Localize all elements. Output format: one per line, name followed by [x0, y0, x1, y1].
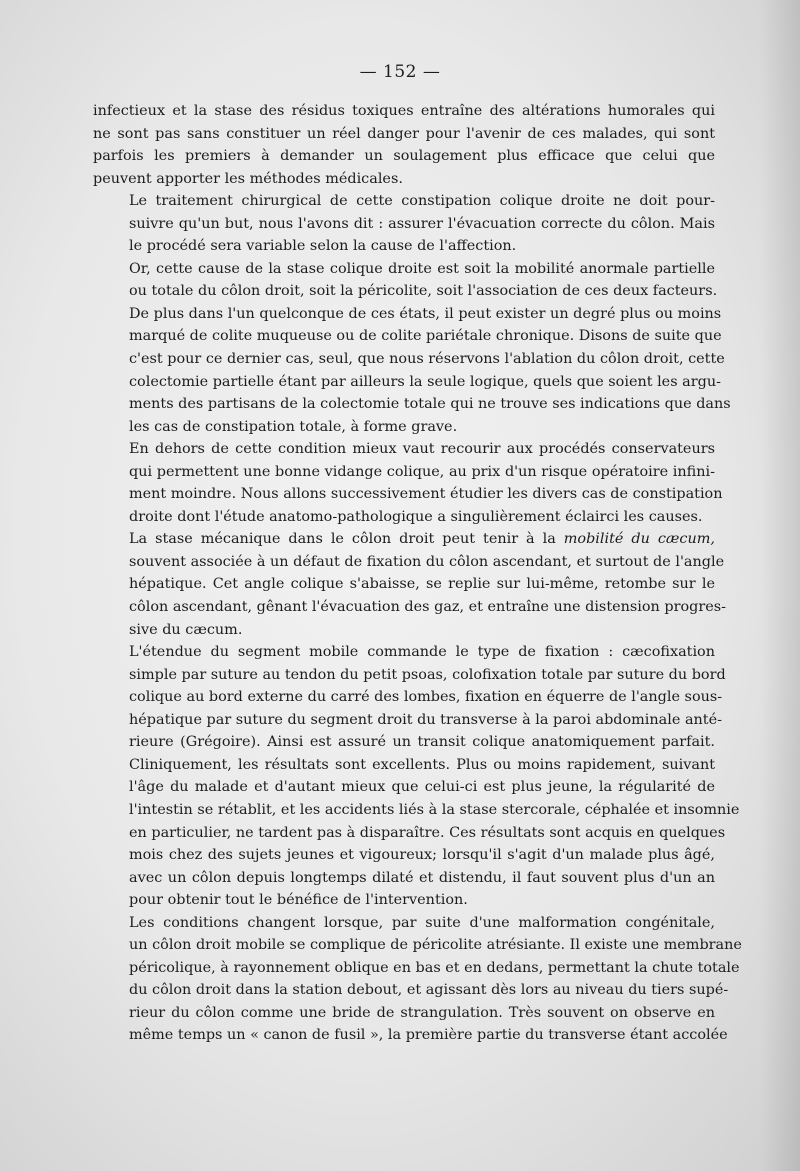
paragraph-7 — [93, 912, 742, 1047]
text-line: mois chez des sujets jeunes et vigoureux; lorsqu'il s'agit d'un malade plus âgé, — [129, 847, 715, 864]
text-line: peuvent apporter les méthodes médicales. — [93, 170, 403, 187]
text-line: les cas de constipation totale, à forme grave. — [129, 418, 458, 435]
text-line: La stase mécanique dans le côlon droit peut tenir à la mobilité du cæcum, — [129, 531, 715, 548]
text-line: ments des partisans de la colectomie totale qui ne trouve ses indications que dans — [129, 396, 731, 413]
text-line: ment moindre. Nous allons successivement étudier les divers cas de constipation — [129, 486, 723, 503]
text-line: souvent associée à un défaut de fixation du côlon ascendant, et surtout de l'angle — [129, 553, 725, 570]
text-line: droite dont l'étude anatomo-pathologique a singulièrement éclairci les causes. — [129, 508, 703, 525]
text-line: sive du cæcum. — [129, 621, 243, 638]
text-line: même temps un « canon de fusil », la première partie du transverse étant accolée — [129, 1027, 728, 1044]
text-line: ou totale du côlon droit, soit la péricolite, soit l'association de ces deux facteurs. — [129, 283, 718, 300]
paragraph-4 — [93, 438, 723, 528]
text-line: côlon ascendant, gênant l'évacuation des gaz, et entraîne une distension progres- — [129, 599, 726, 616]
text-line: Les conditions changent lorsque, par suite d'une malformation congénitale, — [129, 914, 715, 931]
text-line: un côlon droit mobile se complique de péricolite atrésiante. Il existe une membrane — [129, 937, 742, 954]
text-line: ne sont pas sans constituer un réel danger pour l'avenir de ces malades, qui sont — [93, 125, 715, 142]
text-line: De plus dans l'un quelconque de ces états, il peut exister un degré plus ou moins — [129, 305, 722, 322]
text-line: c'est pour ce dernier cas, seul, que nous réservons l'ablation du côlon droit, cette — [129, 351, 725, 368]
text-line: infectieux et la stase des résidus toxiques entraîne des altérations humorales qui — [93, 103, 715, 119]
text-line: parfois les premiers à demander un soulagement plus efficace que celui que — [93, 148, 715, 165]
text-line: simple par suture au tendon du petit psoas, colofixation totale par suture du bord — [129, 666, 726, 683]
page-number: — 152 — — [359, 62, 441, 82]
text-line: L'étendue du segment mobile commande le type de fixation : cæcofixation — [129, 644, 715, 661]
body-text — [93, 100, 742, 1047]
paragraph-2 — [93, 190, 715, 258]
text-line: en particulier, ne tardent pas à disparaître. Ces résultats sont acquis en quelques — [129, 824, 726, 841]
text-line: du côlon droit dans la station debout, et agissant dès lors au niveau du tiers supé- — [129, 982, 729, 999]
paragraph-6 — [93, 641, 740, 912]
text-line: pour obtenir tout le bénéfice de l'intervention. — [129, 892, 468, 909]
text-line: suivre qu'un but, nous l'avons dit : assurer l'évacuation correcte du côlon. Mais — [129, 215, 715, 232]
text-line: le procédé sera variable selon la cause de l'affection. — [129, 238, 517, 255]
paragraph-3 — [93, 258, 731, 438]
text-line: l'âge du malade et d'autant mieux que celui-ci est plus jeune, la régularité de — [129, 779, 715, 796]
text-line: péricolique, à rayonnement oblique en bas et en dedans, permettant la chute totale — [129, 959, 740, 976]
text-line: colectomie partielle étant par ailleurs la seule logique, quels que soient les argu- — [129, 373, 721, 390]
text-line: Cliniquement, les résultats sont excellents. Plus ou moins rapidement, suivant — [129, 756, 715, 773]
paragraph-5 — [93, 528, 726, 641]
page-edge-shadow — [760, 0, 800, 1171]
text-line: avec un côlon depuis longtemps dilaté et distendu, il faut souvent plus d'un an — [129, 869, 715, 886]
text-line: rieur du côlon comme une bride de strangulation. Très souvent on observe en — [129, 1004, 715, 1021]
paragraph-1 — [93, 100, 715, 190]
text-line: marqué de colite muqueuse ou de colite pariétale chronique. Disons de suite que — [129, 328, 722, 345]
text-line: rieure (Grégoire). Ainsi est assuré un transit colique anatomiquement parfait. — [129, 734, 715, 751]
text-line: l'intestin se rétablit, et les accidents liés à la stase stercorale, céphalée et insomnie — [129, 801, 740, 818]
text-line: colique au bord externe du carré des lombes, fixation en équerre de l'angle sous- — [129, 689, 723, 706]
text-line: En dehors de cette condition mieux vaut recourir aux procédés conservateurs — [129, 441, 715, 458]
text-line: hépatique. Cet angle colique s'abaisse, se replie sur lui-même, retombe sur le — [129, 576, 715, 593]
text-line: hépatique par suture du segment droit du transverse à la paroi abdominale anté- — [129, 711, 722, 728]
text-line: qui permettent une bonne vidange colique, au prix d'un risque opératoire infini- — [129, 463, 715, 480]
text-line: Or, cette cause de la stase colique droite est soit la mobilité anormale partielle — [129, 260, 715, 277]
text-line: Le traitement chirurgical de cette constipation colique droite ne doit pour- — [129, 193, 715, 210]
italic-term: mobilité du cæcum, — [563, 531, 715, 548]
